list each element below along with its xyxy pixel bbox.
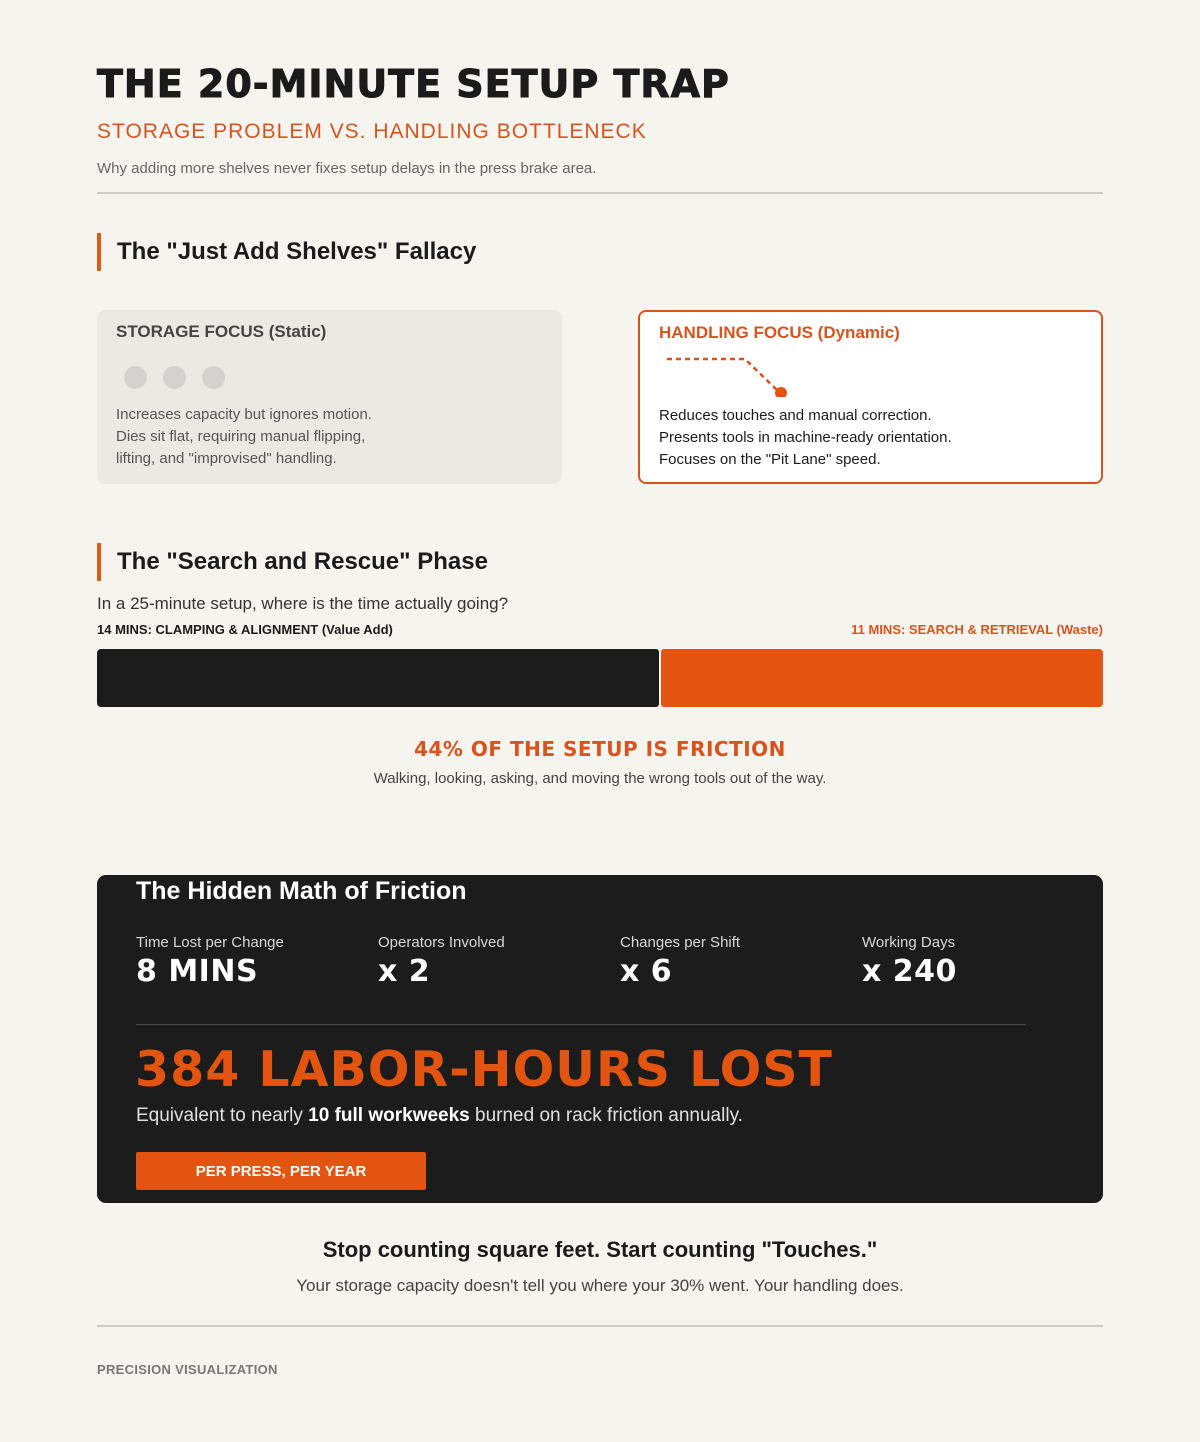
handling-focus-title: HANDLING FOCUS (Dynamic): [659, 323, 900, 342]
handling-focus-text: [659, 405, 1082, 471]
stat-operators: [378, 934, 505, 989]
section-heading-search: The "Search and Rescue" Phase: [97, 543, 488, 581]
header-divider: [97, 192, 1103, 194]
waste-segment: [661, 649, 1103, 707]
motion-path-icon: [659, 347, 799, 397]
stat-value: 8 MINS: [136, 954, 259, 989]
handling-line: Reduces touches and manual correction.: [659, 407, 932, 424]
labor-hours-result: 384 LABOR-HOURS LOST: [135, 1041, 833, 1098]
storage-line: Increases capacity but ignores motion.: [116, 406, 372, 423]
stat-label: Time Lost per Change: [136, 934, 284, 951]
page-subtitle: STORAGE PROBLEM VS. HANDLING BOTTLENECK: [97, 120, 647, 143]
workweeks-equivalent: [136, 1105, 743, 1127]
cta-subtext: Your storage capacity doesn't tell you where your 30% went. Your handling does.: [296, 1276, 904, 1295]
setup-time-bar: [97, 649, 1103, 707]
dot-icon: [202, 366, 225, 389]
stat-changes: [620, 934, 740, 989]
stat-label: Changes per Shift: [620, 934, 741, 951]
equivalent-prefix: Equivalent to nearly: [136, 1105, 309, 1126]
page-description: Why adding more shelves never fixes setup delays in the press brake area.: [97, 160, 597, 177]
waste-label: 11 MINS: SEARCH & RETRIEVAL (Waste): [851, 622, 1103, 637]
dot-icon: [163, 366, 186, 389]
storage-focus-text: [116, 404, 543, 470]
equivalent-suffix: burned on rack friction annually.: [469, 1105, 743, 1126]
stat-label: Operators Involved: [378, 934, 505, 951]
storage-line: Dies sit flat, requiring manual flipping,: [116, 428, 366, 445]
footer-label: PRECISION VISUALIZATION: [97, 1362, 278, 1377]
math-title: The Hidden Math of Friction: [136, 877, 467, 905]
equivalent-emphasis: 10 full workweeks: [308, 1105, 470, 1126]
cta-headline: Stop counting square feet. Start counting "Touches.": [322, 1237, 878, 1262]
storage-focus-title: STORAGE FOCUS (Static): [116, 322, 327, 341]
static-dots-icon: [124, 366, 543, 390]
friction-headline: 44% OF THE SETUP IS FRICTION: [414, 737, 786, 761]
stat-value: x 2: [378, 954, 431, 989]
setup-question: In a 25-minute setup, where is the time actually going?: [97, 594, 509, 613]
dot-icon: [124, 366, 147, 389]
section-heading-fallacy: The "Just Add Shelves" Fallacy: [97, 233, 476, 271]
stat-value: x 240: [862, 954, 957, 989]
footer-divider: [97, 1325, 1103, 1327]
stat-value: x 6: [620, 954, 673, 989]
value-add-segment: [97, 649, 659, 707]
value-add-label: 14 MINS: CLAMPING & ALIGNMENT (Value Add): [97, 622, 393, 637]
hidden-math-panel: [97, 875, 1103, 1203]
stat-working-days: [862, 934, 957, 989]
handling-line: Presents tools in machine-ready orientation.: [659, 429, 952, 446]
handling-focus-card: [638, 310, 1103, 484]
page-title: THE 20-MINUTE SETUP TRAP: [97, 62, 730, 106]
per-press-badge: PER PRESS, PER YEAR: [136, 1152, 426, 1190]
friction-description: Walking, looking, asking, and moving the wrong tools out of the way.: [373, 770, 827, 787]
handling-line: Focuses on the "Pit Lane" speed.: [659, 451, 881, 468]
storage-line: lifting, and "improvised" handling.: [116, 450, 337, 467]
stat-label: Working Days: [862, 934, 956, 951]
stat-time-lost: [136, 934, 284, 989]
storage-focus-card: [97, 310, 562, 484]
math-divider: [136, 1024, 1026, 1025]
